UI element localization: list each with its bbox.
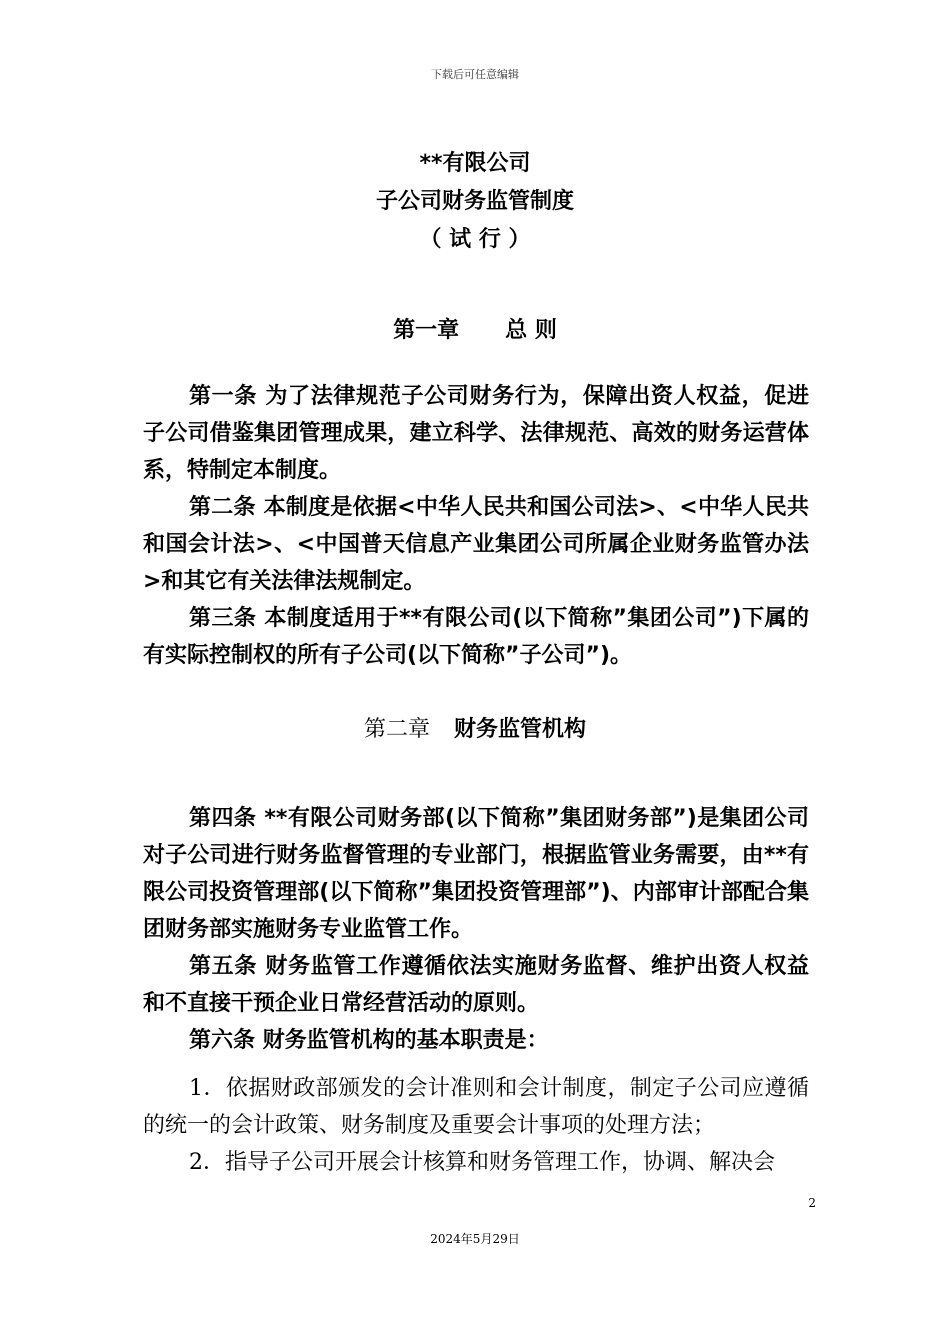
chapter-1-body	[143, 378, 809, 674]
chapter-2-number: 第二章	[363, 717, 430, 742]
article-3: 第三条 本制度适用于**有限公司(以下简称”集团公司”)下属的有实际控制权的所有子公司(以下简称”子公司”)。	[143, 606, 809, 668]
article-6-items	[143, 1070, 809, 1181]
page-footer-date: 2024年5月29日	[430, 1232, 520, 1246]
item-1: 1．依据财政部颁发的会计准则和会计制度，制定子公司应遵循的统一的会计政策、财务制度及重要会计事项的处理方法；	[143, 1076, 809, 1138]
document-title	[0, 145, 950, 259]
chapter-1-heading	[0, 313, 950, 344]
chapter-2-heading	[0, 712, 950, 743]
item-2: 2．指导子公司开展会计核算和财务管理工作，协调、解决会	[189, 1150, 775, 1175]
chapter-2-body	[143, 800, 809, 1059]
article-4: 第四条 **有限公司财务部(以下简称”集团财务部”)是集团公司对子公司进行财务监督管理的专业部门，根据监管业务需要，由**有限公司投资管理部(以下简称”集团投资管理部”)、内部审计部配合集团财务部实施财务专业监管工作。	[143, 806, 809, 942]
article-6: 第六条 财务监管机构的基本职责是：	[189, 1028, 549, 1053]
article-5: 第五条 财务监管工作遵循依法实施财务监督、维护出资人权益和不直接干预企业日常经营活动的原则。	[143, 954, 809, 1016]
article-2: 第二条 本制度是依据<中华人民共和国公司法>、<中华人民共和国会计法>、<中国普天信息产业集团公司所属企业财务监管办法>和其它有关法律法规制定。	[143, 495, 809, 594]
article-1: 第一条 为了法律规范子公司财务行为，保障出资人权益，促进子公司借鉴集团管理成果，建立科学、法律规范、高效的财务运营体系，特制定本制度。	[143, 384, 809, 483]
page-number: 2	[808, 1196, 816, 1210]
chapter-1-title: 总 则	[505, 318, 557, 343]
chapter-2-title: 财务监管机构	[454, 717, 587, 742]
page-header: 下载后可任意编辑	[431, 68, 519, 81]
title-company: **有限公司	[419, 151, 531, 176]
title-name: 子公司财务监管制度	[375, 189, 574, 214]
title-note: （ 试 行 ）	[419, 227, 531, 252]
chapter-1-number: 第一章	[393, 318, 460, 343]
